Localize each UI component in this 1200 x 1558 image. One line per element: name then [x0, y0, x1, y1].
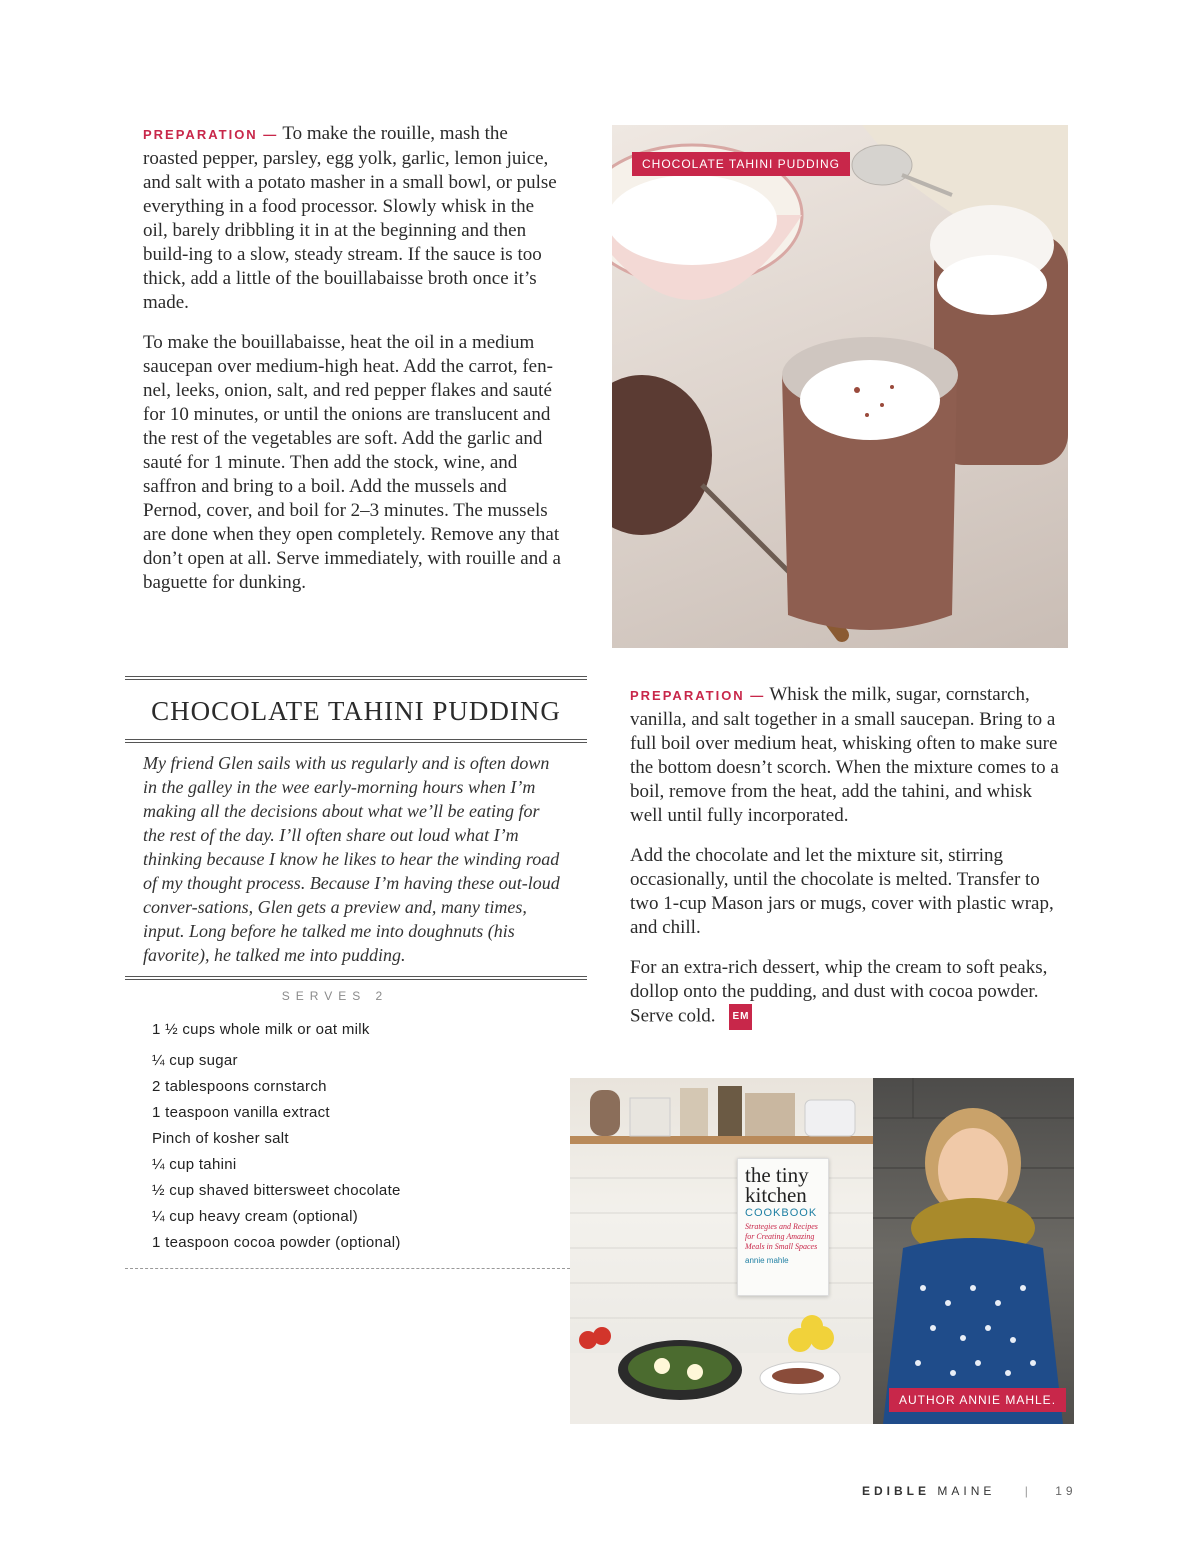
footer-separator: | [1024, 1484, 1032, 1498]
page-number: 19 [1055, 1484, 1077, 1498]
ingredient-item: Pinch of kosher salt [152, 1130, 289, 1147]
bouillabaisse-preparation [143, 122, 563, 611]
cookbook-photo [570, 1078, 873, 1424]
book-subtitle: COOKBOOK [745, 1207, 818, 1219]
ingredient-item: 1 teaspoon vanilla extract [152, 1104, 330, 1121]
pudding-photo-caption: CHOCOLATE TAHINI PUDDING [632, 152, 850, 176]
ingredient-item: 1 ½ cups whole milk or oat milk [152, 1021, 370, 1038]
ingredient-item: ¼ cup heavy cream (optional) [152, 1208, 358, 1225]
intro-bottom-rule [125, 976, 587, 980]
book-title-line1: the tiny [745, 1163, 809, 1187]
book-title-line2: kitchen [745, 1183, 807, 1207]
prep2-paragraph-2: Add the chocolate and let the mixture sit, stirring occasionally, until the chocolate is melted. Transfer to two 1-cup Mason jars or mugs, cover with plastic wrap, and chill. [630, 845, 1054, 938]
book-author: annie mahle [745, 1256, 789, 1265]
author-photo-caption: AUTHOR ANNIE MAHLE. [889, 1388, 1066, 1412]
chocolate-pudding-photo [612, 125, 1068, 648]
prep2-text-3: For an extra-rich dessert, whip the cream to soft peaks, dollop onto the pudding, and dust with cocoa powder. Serve cold. [630, 957, 1048, 1027]
book-tagline: Strategies and Recipes for Creating Amazing Meals in Small Spaces [745, 1222, 818, 1251]
title-bottom-rule [125, 739, 587, 743]
ingredient-item: 1 teaspoon cocoa powder (optional) [152, 1234, 401, 1251]
serves-label: SERVES 2 [281, 989, 389, 1003]
prep2-paragraph-1 [630, 683, 1060, 828]
author-illustration [873, 1078, 1074, 1424]
prep2-text-1: Whisk the milk, sugar, cornstarch, vanilla, and salt together in a small saucepan. Bring to a full boil over medium heat, whisking often to make sure the bottom doesn’t scorch. When the mixture comes to a boil, remove from the heat, add the tahini, and whisk well until fully incorporated. [630, 684, 1059, 826]
ingredient-item: ¼ cup sugar [152, 1052, 238, 1069]
preparation-kicker: PREPARATION — [630, 688, 766, 703]
edible-maine-end-mark: EM [729, 1004, 752, 1030]
prep2-paragraph-3 [630, 956, 1060, 1030]
prep-text-1: To make the rouille, mash the roasted pepper, parsley, egg yolk, garlic, lemon juice, and salt with a potato masher in a small bowl, or pulse everything in a food processor. Slowly whisk in the oil, barely dribbling it in at the beginning and then build-ing to a slow, steady stream. If the sauce is too thick, add a little of the bouillabaisse broth once it’s made. [143, 123, 557, 313]
footer-brand-light: MAINE [937, 1484, 996, 1498]
pudding-preparation [630, 683, 1060, 1046]
book-cover [737, 1158, 829, 1296]
ingredient-item: ½ cup shaved bittersweet chocolate [152, 1182, 401, 1199]
prep-paragraph-1 [143, 122, 563, 315]
pudding-illustration [612, 125, 1068, 648]
page-footer [862, 1484, 1082, 1498]
prep-paragraph-2: To make the bouillabaisse, heat the oil in a medium saucepan over medium-high heat. Add the carrot, fen-nel, leeks, onion, salt, and red pepper flakes and sauté for 10 minutes, or until the onions are translucent and the rest of the vegetables are soft. Add the garlic and sauté for 1 minute. Then add the stock, wine, and saffron and bring to a boil. Add the mussels and Pernod, cover, and boil for 2–3 minutes. The mussels are done when they open completely. Remove any that don’t open at all. Serve immediately, with rouille and a baguette for dunking. [143, 332, 561, 593]
preparation-kicker: PREPARATION — [143, 127, 279, 142]
ingredient-item: ¼ cup tahini [152, 1156, 237, 1173]
recipe-intro: My friend Glen sails with us regularly and is often down in the galley in the wee early-morning hours when I’m making all the decisions about what we’ll be eating for the rest of the day. I’ll often share out loud what I’m thinking because I know he likes to hear the winding road of my thought process. Because I’m having these out-loud conver-sations, Glen gets a preview and, many times, input. Long before he talked me into doughnuts (his favorite), he talked me into pudding. [143, 753, 560, 965]
ingredient-item: 2 tablespoons cornstarch [152, 1078, 327, 1095]
ingredients-dashed-divider [125, 1268, 570, 1269]
author-photo [873, 1078, 1074, 1424]
footer-brand-bold: EDIBLE [862, 1484, 931, 1498]
recipe-title: CHOCOLATE TAHINI PUDDING [151, 696, 561, 726]
recipe-header [125, 676, 587, 743]
ingredient-list [152, 1019, 572, 1258]
